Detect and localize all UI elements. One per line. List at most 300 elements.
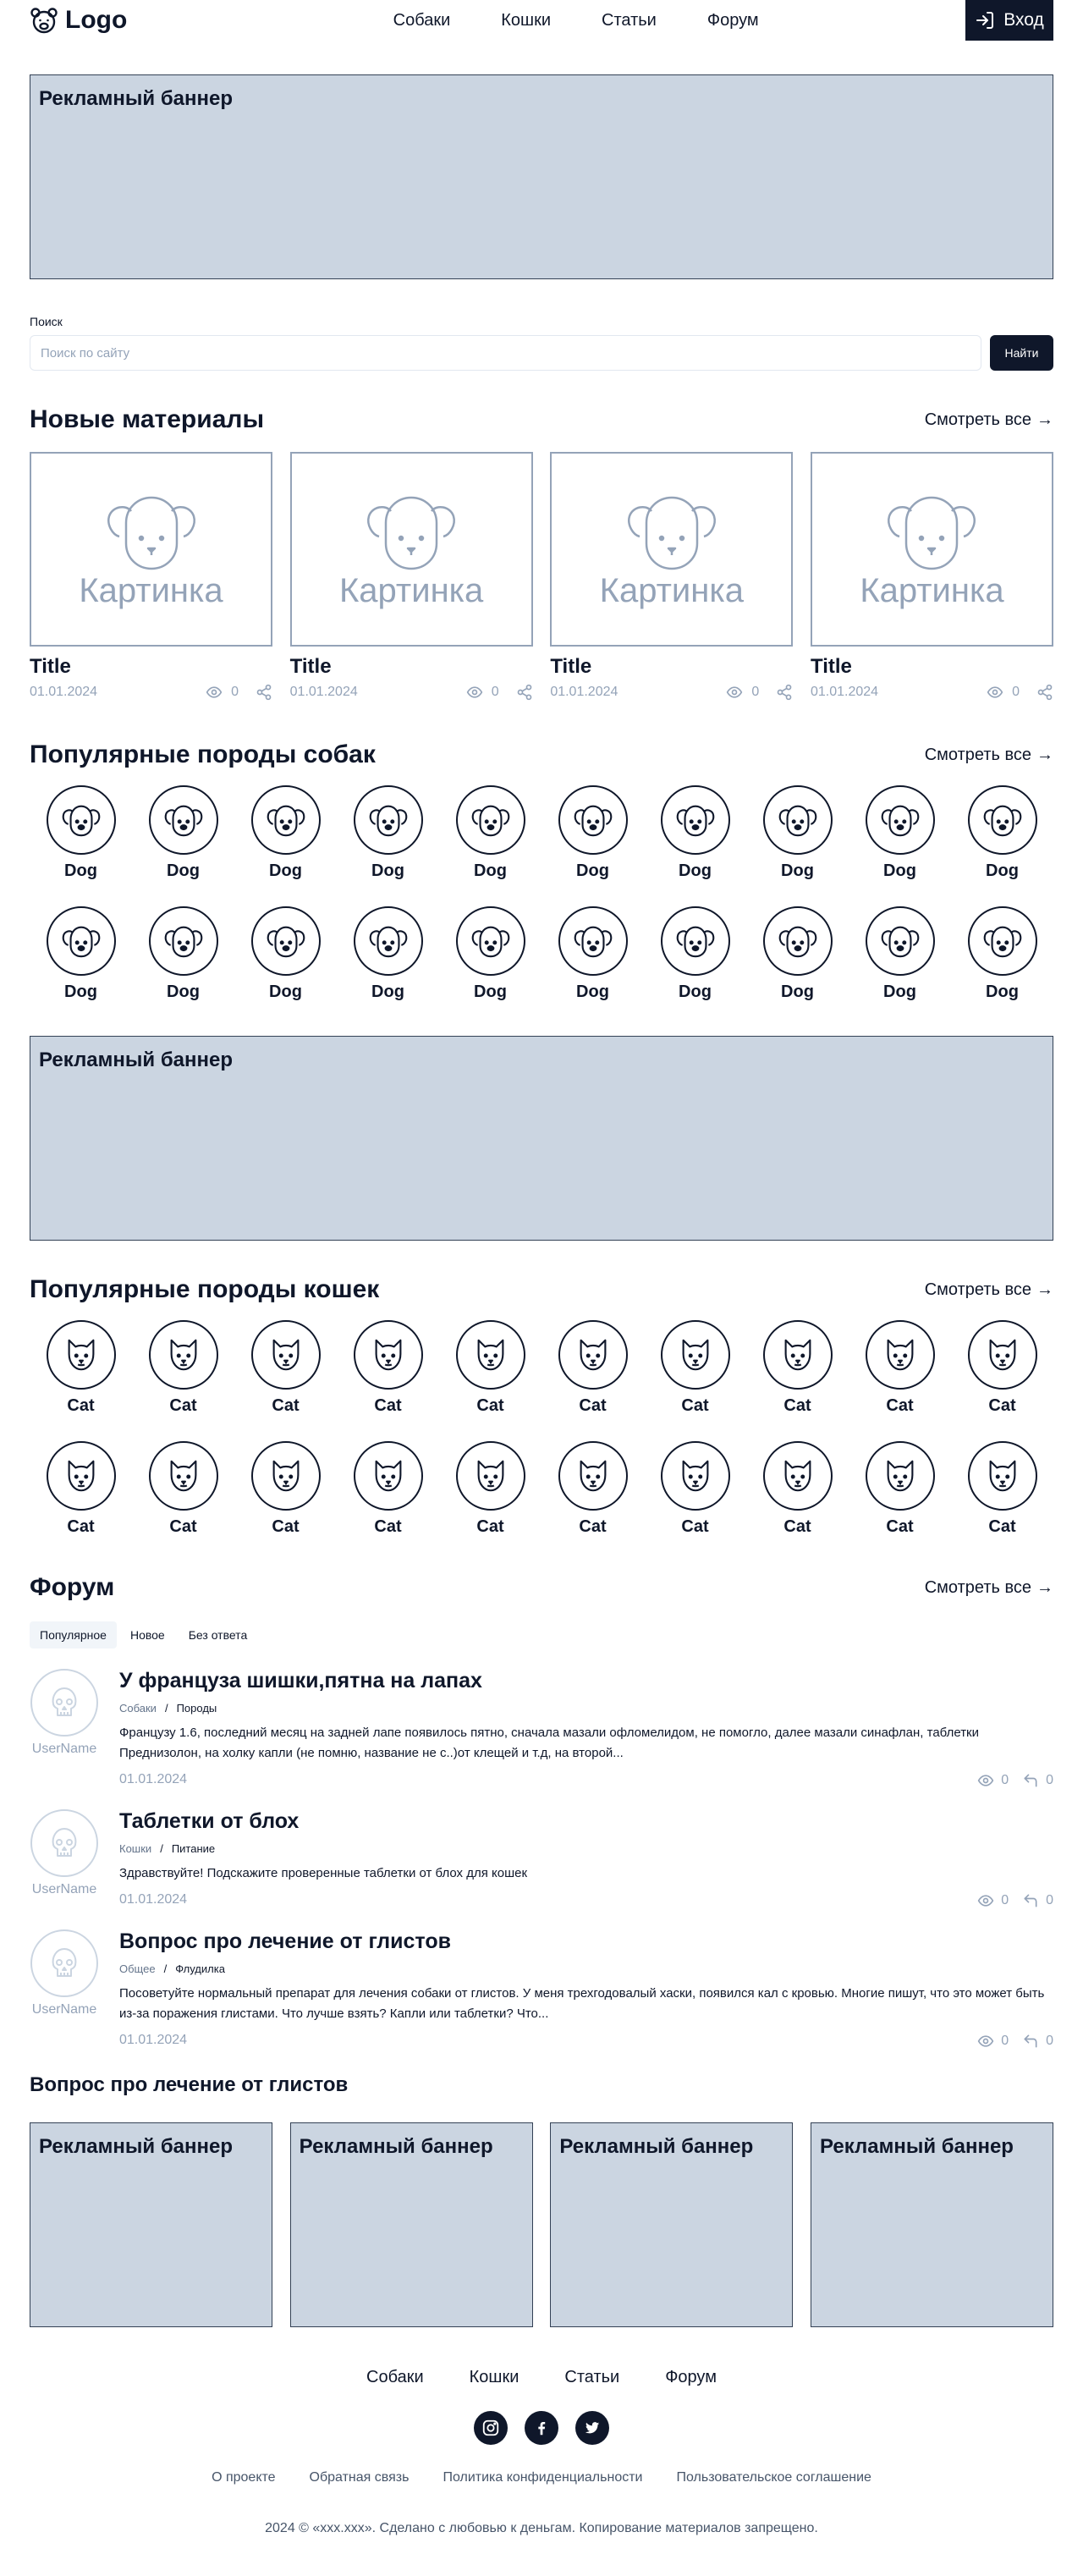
breed-avatar[interactable] bbox=[968, 785, 1037, 855]
skull-avatar-icon bbox=[48, 1826, 80, 1860]
breed-avatar[interactable] bbox=[354, 906, 423, 976]
breed-avatar[interactable] bbox=[149, 1441, 218, 1511]
cat-breed-item[interactable] bbox=[439, 1320, 542, 1416]
card-date: 01.01.2024 bbox=[289, 685, 358, 699]
breed-avatar[interactable] bbox=[968, 1320, 1037, 1390]
dog-breed-item[interactable] bbox=[849, 906, 951, 1002]
breed-name: Cat bbox=[476, 1517, 504, 1536]
cat-icon bbox=[369, 1335, 408, 1374]
cat-breed-item[interactable] bbox=[542, 1320, 644, 1416]
see-all-link[interactable] bbox=[925, 1578, 1053, 1598]
footer-links bbox=[30, 2470, 1053, 2485]
ad-banner-title: Рекламный баннер bbox=[39, 87, 233, 110]
arrow-right-icon: → bbox=[1036, 745, 1053, 764]
cat-icon bbox=[164, 1335, 203, 1374]
eye-icon bbox=[977, 2033, 994, 2050]
login-icon bbox=[975, 10, 995, 30]
new-materials-title: Новые материалы bbox=[30, 405, 265, 433]
breed-avatar[interactable] bbox=[47, 785, 116, 855]
post-replies[interactable] bbox=[1022, 2033, 1053, 2050]
eye-icon bbox=[987, 684, 1003, 701]
tab-unanswered[interactable]: Без ответа bbox=[188, 1628, 248, 1642]
card-image[interactable] bbox=[290, 452, 533, 647]
dog-icon bbox=[676, 801, 715, 839]
card-image[interactable] bbox=[811, 452, 1053, 647]
cat-breed-item[interactable] bbox=[30, 1320, 132, 1416]
dog-placeholder-icon bbox=[366, 489, 457, 575]
cat-icon bbox=[267, 1456, 305, 1495]
card-image[interactable] bbox=[30, 452, 272, 647]
card-views: 0 bbox=[751, 685, 760, 699]
card-views: 0 bbox=[231, 685, 239, 699]
post-date: 01.01.2024 bbox=[119, 1772, 188, 1786]
dog-placeholder-icon bbox=[886, 489, 977, 575]
tab-new[interactable]: Новое bbox=[129, 1628, 165, 1642]
breed-avatar[interactable] bbox=[456, 1320, 525, 1390]
dog-breed-item[interactable] bbox=[746, 906, 849, 1002]
twitter-icon bbox=[583, 2419, 602, 2437]
avatar[interactable] bbox=[30, 1809, 98, 1877]
card-title[interactable]: Title bbox=[810, 655, 852, 678]
breed-avatar[interactable] bbox=[354, 785, 423, 855]
breed-name: Dog bbox=[883, 983, 916, 1001]
cat-breed-item[interactable] bbox=[542, 1441, 644, 1537]
dog-breed-item[interactable] bbox=[439, 785, 542, 881]
cat-icon bbox=[983, 1456, 1022, 1495]
post-username[interactable]: UserName bbox=[31, 1882, 97, 1896]
cat-breed-item[interactable] bbox=[234, 1441, 337, 1537]
breed-avatar[interactable] bbox=[866, 785, 935, 855]
dog-placeholder-icon bbox=[626, 489, 717, 575]
arrow-right-icon: → bbox=[1036, 1577, 1053, 1597]
breed-avatar[interactable] bbox=[251, 906, 321, 976]
dog-icon bbox=[164, 922, 203, 960]
post-subcategory[interactable]: Породы bbox=[176, 1702, 217, 1715]
breed-name: Cat bbox=[67, 1396, 95, 1415]
footer-nav-cats[interactable]: Кошки bbox=[469, 2368, 520, 2386]
breed-avatar[interactable] bbox=[558, 785, 628, 855]
breed-avatar[interactable] bbox=[661, 1320, 730, 1390]
forum-post[interactable] bbox=[30, 1809, 1053, 1909]
skull-avatar-icon bbox=[48, 1946, 80, 1980]
breadcrumb-separator: / bbox=[163, 1962, 168, 1975]
card-share-button[interactable] bbox=[1036, 684, 1053, 701]
dog-icon bbox=[62, 922, 101, 960]
eye-icon bbox=[726, 684, 743, 701]
cat-breed-item[interactable] bbox=[644, 1320, 746, 1416]
card-title[interactable]: Title bbox=[550, 655, 592, 678]
breed-name: Dog bbox=[679, 861, 712, 880]
card-stats bbox=[466, 684, 533, 701]
post-subcategory[interactable]: Питание bbox=[171, 1842, 216, 1855]
footer-link-about[interactable]: О проекте bbox=[212, 2470, 276, 2485]
material-card[interactable] bbox=[30, 452, 272, 701]
post-replies-count: 0 bbox=[1046, 1773, 1053, 1787]
breed-name: Dog bbox=[781, 983, 814, 1001]
share-icon[interactable] bbox=[776, 684, 793, 701]
cat-breed-item[interactable] bbox=[337, 1320, 439, 1416]
ad-banner[interactable] bbox=[30, 2122, 272, 2327]
dog-breed-item[interactable] bbox=[132, 785, 234, 881]
ad-banner-title: Рекламный баннер bbox=[819, 2135, 1014, 2158]
breed-name: Cat bbox=[476, 1396, 504, 1415]
cat-breed-item[interactable] bbox=[951, 1441, 1053, 1537]
card-share-button[interactable] bbox=[776, 684, 793, 701]
cat-icon bbox=[676, 1456, 715, 1495]
breed-avatar[interactable] bbox=[149, 1320, 218, 1390]
dog-breed-item[interactable] bbox=[132, 906, 234, 1002]
breed-name: Dog bbox=[679, 983, 712, 1001]
cat-icon bbox=[778, 1456, 817, 1495]
dog-breed-item[interactable] bbox=[951, 785, 1053, 881]
cat-breed-item[interactable] bbox=[132, 1320, 234, 1416]
breed-avatar[interactable] bbox=[661, 785, 730, 855]
post-meta bbox=[119, 2033, 1053, 2050]
breed-name: Dog bbox=[167, 983, 200, 1001]
see-all-label: Смотреть все bbox=[924, 1577, 1031, 1597]
breed-name: Dog bbox=[474, 861, 507, 880]
breed-avatar[interactable] bbox=[763, 1320, 833, 1390]
cat-icon bbox=[62, 1335, 101, 1374]
breed-avatar[interactable] bbox=[763, 1441, 833, 1511]
breed-name: Dog bbox=[64, 861, 97, 880]
post-replies-count: 0 bbox=[1046, 2034, 1053, 2048]
nav-cats[interactable]: Кошки bbox=[501, 10, 552, 30]
post-subcategory[interactable]: Флудилка bbox=[175, 1962, 225, 1975]
facebook-icon bbox=[532, 2419, 551, 2437]
cat-icon bbox=[369, 1456, 408, 1495]
site-header bbox=[30, 0, 1053, 41]
eye-icon bbox=[466, 684, 483, 701]
search-row bbox=[30, 335, 1053, 371]
cat-icon bbox=[471, 1456, 510, 1495]
card-views: 0 bbox=[491, 685, 499, 699]
cat-icon bbox=[267, 1335, 305, 1374]
dogs-title: Популярные породы собак bbox=[30, 740, 376, 768]
breed-name: Cat bbox=[579, 1517, 607, 1536]
post-views bbox=[977, 2033, 1009, 2050]
post-views-count: 0 bbox=[1001, 1773, 1009, 1787]
material-card[interactable] bbox=[290, 452, 533, 701]
dog-breed-item[interactable] bbox=[644, 785, 746, 881]
dog-icon bbox=[983, 922, 1022, 960]
cat-icon bbox=[881, 1335, 920, 1374]
cat-breed-item[interactable] bbox=[951, 1320, 1053, 1416]
breed-name: Dog bbox=[986, 861, 1019, 880]
share-icon[interactable] bbox=[1036, 684, 1053, 701]
see-all-label: Смотреть все bbox=[924, 745, 1031, 764]
breed-avatar[interactable] bbox=[456, 1441, 525, 1511]
forum-title: Форум bbox=[30, 1573, 115, 1601]
forum-tabs bbox=[30, 1621, 1053, 1649]
card-date: 01.01.2024 bbox=[550, 685, 618, 699]
breed-avatar[interactable] bbox=[763, 906, 833, 976]
cat-breeds-grid bbox=[30, 1320, 1053, 1537]
breed-name: Cat bbox=[988, 1396, 1016, 1415]
see-all-link[interactable] bbox=[925, 410, 1053, 430]
cat-icon bbox=[574, 1456, 613, 1495]
post-author[interactable] bbox=[30, 1809, 99, 1909]
post-meta bbox=[119, 1772, 1053, 1789]
cat-icon bbox=[471, 1335, 510, 1374]
footer-nav bbox=[30, 2368, 1053, 2387]
dog-icon bbox=[164, 801, 203, 839]
breed-name: Dog bbox=[371, 861, 404, 880]
nav-forum[interactable]: Форум bbox=[706, 10, 759, 30]
tab-popular[interactable]: Популярное bbox=[30, 1621, 117, 1649]
breed-avatar[interactable] bbox=[354, 1320, 423, 1390]
breed-avatar[interactable] bbox=[251, 785, 321, 855]
card-stats bbox=[726, 684, 793, 701]
breed-name: Dog bbox=[576, 983, 609, 1001]
dog-breed-item[interactable] bbox=[30, 785, 132, 881]
see-all-link[interactable] bbox=[925, 746, 1053, 765]
card-meta bbox=[290, 684, 533, 701]
breed-avatar[interactable] bbox=[661, 906, 730, 976]
post-replies[interactable] bbox=[1022, 1892, 1053, 1909]
breed-name: Cat bbox=[681, 1396, 709, 1415]
card-image-label: Картинка bbox=[860, 571, 1004, 609]
reply-icon bbox=[1022, 2033, 1039, 2050]
breed-name: Cat bbox=[579, 1396, 607, 1415]
breed-name: Dog bbox=[576, 861, 609, 880]
post-category[interactable]: Кошки bbox=[119, 1842, 152, 1855]
logo-text: Logo bbox=[65, 6, 128, 34]
dog-breed-item[interactable] bbox=[234, 906, 337, 1002]
cat-breed-item[interactable] bbox=[849, 1441, 951, 1537]
breed-avatar[interactable] bbox=[866, 1441, 935, 1511]
post-title[interactable]: У француза шишки,пятна на лапах bbox=[119, 1669, 482, 1693]
forum-header bbox=[30, 1571, 1053, 1604]
cats-header bbox=[30, 1273, 1053, 1307]
card-image-label: Картинка bbox=[599, 571, 744, 609]
copyright: 2024 © «xxx.xxx». Сделано с любовью к деньгам. Копирование материалов запрещено. bbox=[265, 2521, 818, 2535]
login-label: Вход bbox=[1003, 10, 1044, 30]
breed-avatar[interactable] bbox=[47, 1441, 116, 1511]
dog-icon bbox=[267, 922, 305, 960]
breed-name: Cat bbox=[681, 1517, 709, 1536]
post-stats bbox=[977, 2033, 1053, 2050]
footer-nav-dogs[interactable]: Собаки bbox=[366, 2368, 424, 2386]
post-username[interactable]: UserName bbox=[31, 2002, 97, 2017]
cat-icon bbox=[676, 1335, 715, 1374]
ad-banner-top[interactable] bbox=[30, 74, 1053, 279]
search-input[interactable] bbox=[30, 335, 981, 371]
breed-name: Cat bbox=[988, 1517, 1016, 1536]
breed-name: Dog bbox=[883, 861, 916, 880]
social-links bbox=[30, 2411, 1053, 2445]
breed-avatar[interactable] bbox=[558, 1320, 628, 1390]
post-body bbox=[119, 1809, 1053, 1909]
dog-breed-item[interactable] bbox=[542, 906, 644, 1002]
dog-icon bbox=[778, 922, 817, 960]
breadcrumb bbox=[119, 1702, 1053, 1715]
bear-logo-icon bbox=[30, 6, 58, 35]
footer-link-privacy[interactable]: Политика конфиденциальности bbox=[443, 2470, 643, 2485]
breed-avatar[interactable] bbox=[149, 906, 218, 976]
see-all-label: Смотреть все bbox=[924, 410, 1031, 429]
avatar[interactable] bbox=[30, 1669, 98, 1737]
breed-name: Cat bbox=[783, 1396, 811, 1415]
facebook-link[interactable] bbox=[525, 2411, 558, 2445]
footer-nav-articles[interactable]: Статьи bbox=[564, 2368, 620, 2386]
dog-breed-item[interactable] bbox=[30, 906, 132, 1002]
cat-breed-item[interactable] bbox=[439, 1441, 542, 1537]
breed-avatar[interactable] bbox=[149, 785, 218, 855]
post-category[interactable]: Собаки bbox=[119, 1702, 157, 1715]
post-excerpt: Посоветуйте нормальный препарат для лечения собаки от глистов. У меня трехгодовалый хаски, появился кал с кровью. Многие пишут, что это может быть из-за поражения глистами. Что лучше взять? Капли или таблетки? Что... bbox=[119, 1986, 1045, 2021]
breed-name: Dog bbox=[474, 983, 507, 1001]
breed-avatar[interactable] bbox=[251, 1441, 321, 1511]
dog-icon bbox=[778, 801, 817, 839]
breed-name: Dog bbox=[167, 861, 200, 880]
dog-breed-item[interactable] bbox=[337, 906, 439, 1002]
ad-banners-row bbox=[30, 2122, 1053, 2327]
card-stats bbox=[987, 684, 1053, 701]
dogs-header bbox=[30, 738, 1053, 772]
twitter-link[interactable] bbox=[575, 2411, 609, 2445]
post-title[interactable]: Вопрос про лечение от глистов bbox=[119, 1929, 451, 1953]
dog-breed-item[interactable] bbox=[849, 785, 951, 881]
material-card[interactable] bbox=[811, 452, 1053, 701]
post-author[interactable] bbox=[30, 1929, 99, 2050]
breed-avatar[interactable] bbox=[456, 785, 525, 855]
breed-avatar[interactable] bbox=[251, 1320, 321, 1390]
ad-banner-middle[interactable] bbox=[30, 1036, 1053, 1241]
post-username[interactable]: UserName bbox=[31, 1742, 97, 1756]
breed-avatar[interactable] bbox=[456, 906, 525, 976]
breed-name: Dog bbox=[781, 861, 814, 880]
post-author[interactable] bbox=[30, 1669, 99, 1789]
card-share-button[interactable] bbox=[516, 684, 533, 701]
breed-name: Cat bbox=[67, 1517, 95, 1536]
breed-avatar[interactable] bbox=[968, 1441, 1037, 1511]
dog-icon bbox=[369, 922, 408, 960]
breadcrumb bbox=[119, 1842, 1053, 1855]
dog-breed-item[interactable] bbox=[746, 785, 849, 881]
breadcrumb-separator: / bbox=[160, 1842, 163, 1855]
dog-breed-item[interactable] bbox=[337, 785, 439, 881]
dog-icon bbox=[881, 922, 920, 960]
breed-avatar[interactable] bbox=[558, 1441, 628, 1511]
ad-banner[interactable] bbox=[811, 2122, 1053, 2327]
cat-breed-item[interactable] bbox=[234, 1320, 337, 1416]
breed-name: Dog bbox=[269, 861, 302, 880]
cat-icon bbox=[164, 1456, 203, 1495]
breed-name: Cat bbox=[169, 1517, 197, 1536]
card-share-button[interactable] bbox=[256, 684, 272, 701]
dog-icon bbox=[267, 801, 305, 839]
see-all-label: Смотреть все bbox=[924, 1280, 1031, 1299]
ad-banner[interactable] bbox=[550, 2122, 793, 2327]
cat-breed-item[interactable] bbox=[849, 1320, 951, 1416]
post-views-count: 0 bbox=[1001, 1893, 1009, 1907]
arrow-right-icon: → bbox=[1036, 410, 1053, 429]
material-card[interactable] bbox=[550, 452, 793, 701]
breed-name: Cat bbox=[886, 1517, 914, 1536]
card-date: 01.01.2024 bbox=[810, 685, 879, 699]
main-nav bbox=[393, 11, 759, 30]
post-title[interactable]: Таблетки от блох bbox=[119, 1809, 300, 1833]
reply-icon bbox=[1022, 1892, 1039, 1909]
card-title[interactable]: Title bbox=[30, 655, 71, 678]
search-label: Поиск bbox=[30, 315, 63, 328]
site-logo[interactable] bbox=[30, 6, 127, 35]
dog-breed-item[interactable] bbox=[542, 785, 644, 881]
cat-breed-item[interactable] bbox=[746, 1320, 849, 1416]
dog-icon bbox=[369, 801, 408, 839]
card-meta bbox=[30, 684, 272, 701]
avatar[interactable] bbox=[30, 1929, 98, 1997]
instagram-icon bbox=[481, 2419, 500, 2437]
dog-breed-item[interactable] bbox=[439, 906, 542, 1002]
cat-icon bbox=[574, 1335, 613, 1374]
forum-post[interactable] bbox=[30, 1669, 1053, 1789]
see-all-link[interactable] bbox=[925, 1280, 1053, 1300]
breed-avatar[interactable] bbox=[661, 1441, 730, 1511]
cat-breed-item[interactable] bbox=[132, 1441, 234, 1537]
dog-breed-item[interactable] bbox=[644, 906, 746, 1002]
breed-avatar[interactable] bbox=[354, 1441, 423, 1511]
breed-avatar[interactable] bbox=[968, 906, 1037, 976]
post-meta bbox=[119, 1892, 1053, 1909]
dog-breed-item[interactable] bbox=[234, 785, 337, 881]
share-icon[interactable] bbox=[256, 684, 272, 701]
breed-avatar[interactable] bbox=[866, 1320, 935, 1390]
post-excerpt: Здравствуйте! Подскажите проверенные таблетки от блох для кошек bbox=[119, 1866, 528, 1880]
forum-post[interactable] bbox=[30, 1929, 1053, 2050]
breed-name: Cat bbox=[374, 1517, 402, 1536]
breed-avatar[interactable] bbox=[763, 785, 833, 855]
ad-banner-title: Рекламный баннер bbox=[39, 1049, 233, 1071]
ad-banner[interactable] bbox=[290, 2122, 533, 2327]
footer-nav-forum[interactable]: Форум bbox=[665, 2368, 717, 2386]
forum-bottom-title: Вопрос про лечение от глистов bbox=[30, 2073, 349, 2096]
cat-breed-item[interactable] bbox=[30, 1441, 132, 1537]
eye-icon bbox=[977, 1892, 994, 1909]
cat-breed-item[interactable] bbox=[337, 1441, 439, 1537]
breed-avatar[interactable] bbox=[866, 906, 935, 976]
card-title[interactable]: Title bbox=[289, 655, 332, 678]
cat-icon bbox=[881, 1456, 920, 1495]
login-button[interactable] bbox=[965, 0, 1053, 41]
cat-icon bbox=[62, 1456, 101, 1495]
footer-link-feedback[interactable]: Обратная связь bbox=[309, 2470, 410, 2485]
search-button[interactable]: Найти bbox=[990, 335, 1053, 371]
dog-breed-item[interactable] bbox=[951, 906, 1053, 1002]
cat-icon bbox=[983, 1335, 1022, 1374]
breadcrumb-separator: / bbox=[164, 1702, 168, 1715]
post-replies[interactable] bbox=[1022, 1772, 1053, 1789]
instagram-link[interactable] bbox=[474, 2411, 508, 2445]
breed-name: Cat bbox=[169, 1396, 197, 1415]
share-icon[interactable] bbox=[516, 684, 533, 701]
breed-avatar[interactable] bbox=[47, 1320, 116, 1390]
dog-placeholder-icon bbox=[106, 489, 197, 575]
breed-avatar[interactable] bbox=[47, 906, 116, 976]
nav-dogs[interactable]: Собаки bbox=[393, 10, 451, 30]
cat-breed-item[interactable] bbox=[746, 1441, 849, 1537]
post-date: 01.01.2024 bbox=[119, 2033, 188, 2047]
cat-breed-item[interactable] bbox=[644, 1441, 746, 1537]
post-category[interactable]: Общее bbox=[119, 1962, 156, 1975]
post-stats bbox=[977, 1892, 1053, 1909]
card-image[interactable] bbox=[550, 452, 793, 647]
nav-articles[interactable]: Статьи bbox=[602, 10, 657, 30]
footer-link-terms[interactable]: Пользовательское соглашение bbox=[676, 2470, 871, 2485]
card-meta bbox=[550, 684, 793, 701]
breed-avatar[interactable] bbox=[558, 906, 628, 976]
